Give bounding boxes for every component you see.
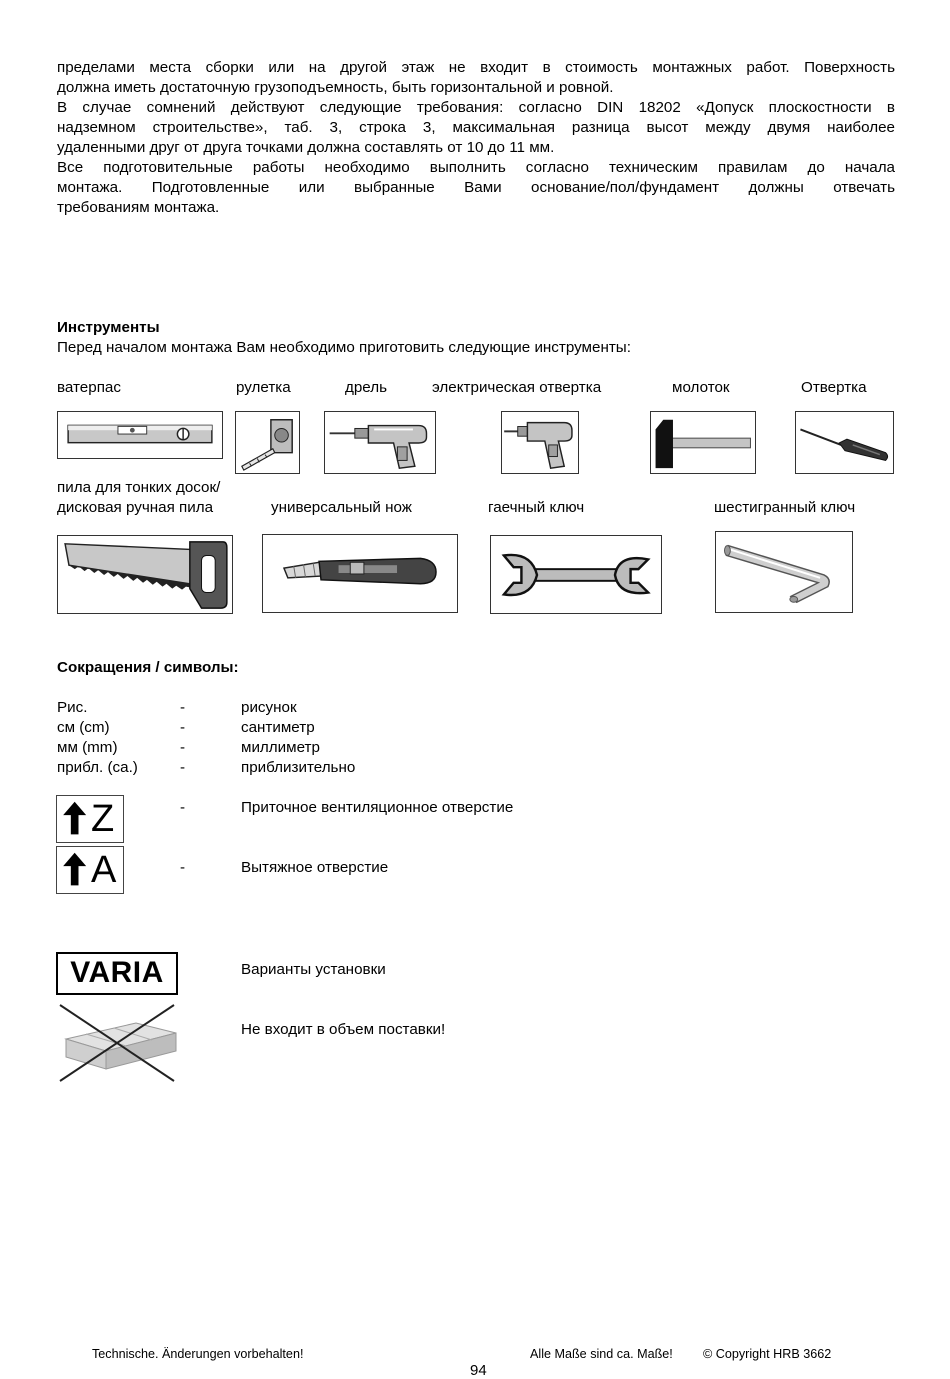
abbrev-dash: - (180, 699, 186, 716)
tool-label-cordless: электрическая отвертка (432, 379, 602, 396)
abbrev-meaning: приблизительно (241, 759, 356, 776)
tool-label-saw: дисковая ручная пила (57, 499, 214, 516)
supply-vent-symbol (56, 795, 124, 843)
intro-line: пределами места сборки или на другой этаж не входит в стоимость монтажных работ. Поверхность (57, 59, 895, 76)
tool-label-drill: дрель (345, 379, 388, 396)
tools-intro: Перед началом монтажа Вам необходимо приготовить следующие инструменты: (57, 339, 631, 356)
hammer-icon (650, 411, 756, 474)
abbrev-meaning: сантиметр (241, 719, 315, 736)
tool-label-saw-line1: пила для тонких досок/ (57, 479, 221, 496)
arrow-up-icon (63, 802, 86, 835)
exhaust-vent-glyph: A (91, 849, 117, 891)
spirit-level-icon (57, 411, 223, 459)
tool-label-hex-key: шестигранный ключ (714, 499, 856, 516)
abbrev-term: Рис. (57, 699, 88, 716)
abbrev-dash: - (180, 719, 186, 736)
hand-saw-icon (57, 535, 233, 614)
tools-heading: Инструменты (57, 319, 160, 336)
abbrev-term: мм (mm) (57, 739, 118, 756)
varia-badge: VARIA (56, 952, 178, 995)
intro-line: надземном строительстве», таб. 3, строка 3, максимальная разница высот между двумя наиболее (57, 119, 895, 136)
arrow-up-icon (63, 853, 86, 886)
intro-line: В случае сомнений действуют следующие требования: согласно DIN 18202 «Допуск плоскостности в (57, 99, 895, 116)
exhaust-vent-meaning: Вытяжное отверстие (241, 859, 389, 876)
footer-left: Technische. Änderungen vorbehalten! (92, 1347, 304, 1361)
intro-line: Все подготовительные работы необходимо выполнить согласно техническим правилам до начала (57, 159, 895, 176)
abbrev-dash: - (180, 859, 186, 876)
screwdriver-icon (795, 411, 894, 474)
not-included-meaning: Не входит в объем поставки! (241, 1021, 446, 1038)
tool-label-hammer: молоток (672, 379, 730, 396)
abbrev-dash: - (180, 739, 186, 756)
tool-label-knife: универсальный нож (271, 499, 412, 516)
footer-right: Alle Maße sind ca. Maße! (530, 1347, 673, 1361)
exhaust-vent-symbol (56, 846, 124, 894)
not-included-icon (56, 1003, 178, 1083)
abbrev-term: прибл. (ca.) (57, 759, 138, 776)
intro-line: требованиям монтажа. (57, 199, 220, 216)
varia-meaning: Варианты установки (241, 961, 386, 978)
abbrev-term: см (cm) (57, 719, 110, 736)
tape-measure-icon (235, 411, 300, 474)
intro-line: монтажа. Подготовленные или выбранные Вами основание/пол/фундамент должны отвечать (57, 179, 895, 196)
page-number: 94 (470, 1362, 487, 1379)
tool-label-tape: рулетка (236, 379, 291, 396)
tool-label-wrench: гаечный ключ (488, 499, 585, 516)
cordless-screwdriver-icon (501, 411, 579, 474)
abbrev-meaning: миллиметр (241, 739, 320, 756)
abbrev-meaning: рисунок (241, 699, 297, 716)
tool-label-level: ватерпас (57, 379, 121, 396)
supply-vent-glyph: Z (91, 798, 115, 840)
intro-line: должна иметь достаточную грузоподъемность, быть горизонтальной и ровной. (57, 79, 614, 96)
abbrev-dash: - (180, 759, 186, 776)
abbrev-dash: - (180, 799, 186, 816)
utility-knife-icon (262, 534, 458, 613)
intro-line: удаленными друг от друга точками должна составлять от 10 до 11 мм. (57, 139, 555, 156)
wrench-icon (490, 535, 662, 614)
drill-icon (324, 411, 436, 474)
tool-label-screwdriver: Отвертка (801, 379, 867, 396)
footer-copyright: © Copyright HRB 3662 (703, 1347, 832, 1361)
hex-key-icon (715, 531, 853, 613)
supply-vent-meaning: Приточное вентиляционное отверстие (241, 799, 514, 816)
abbrev-heading: Сокращения / символы: (57, 659, 239, 676)
